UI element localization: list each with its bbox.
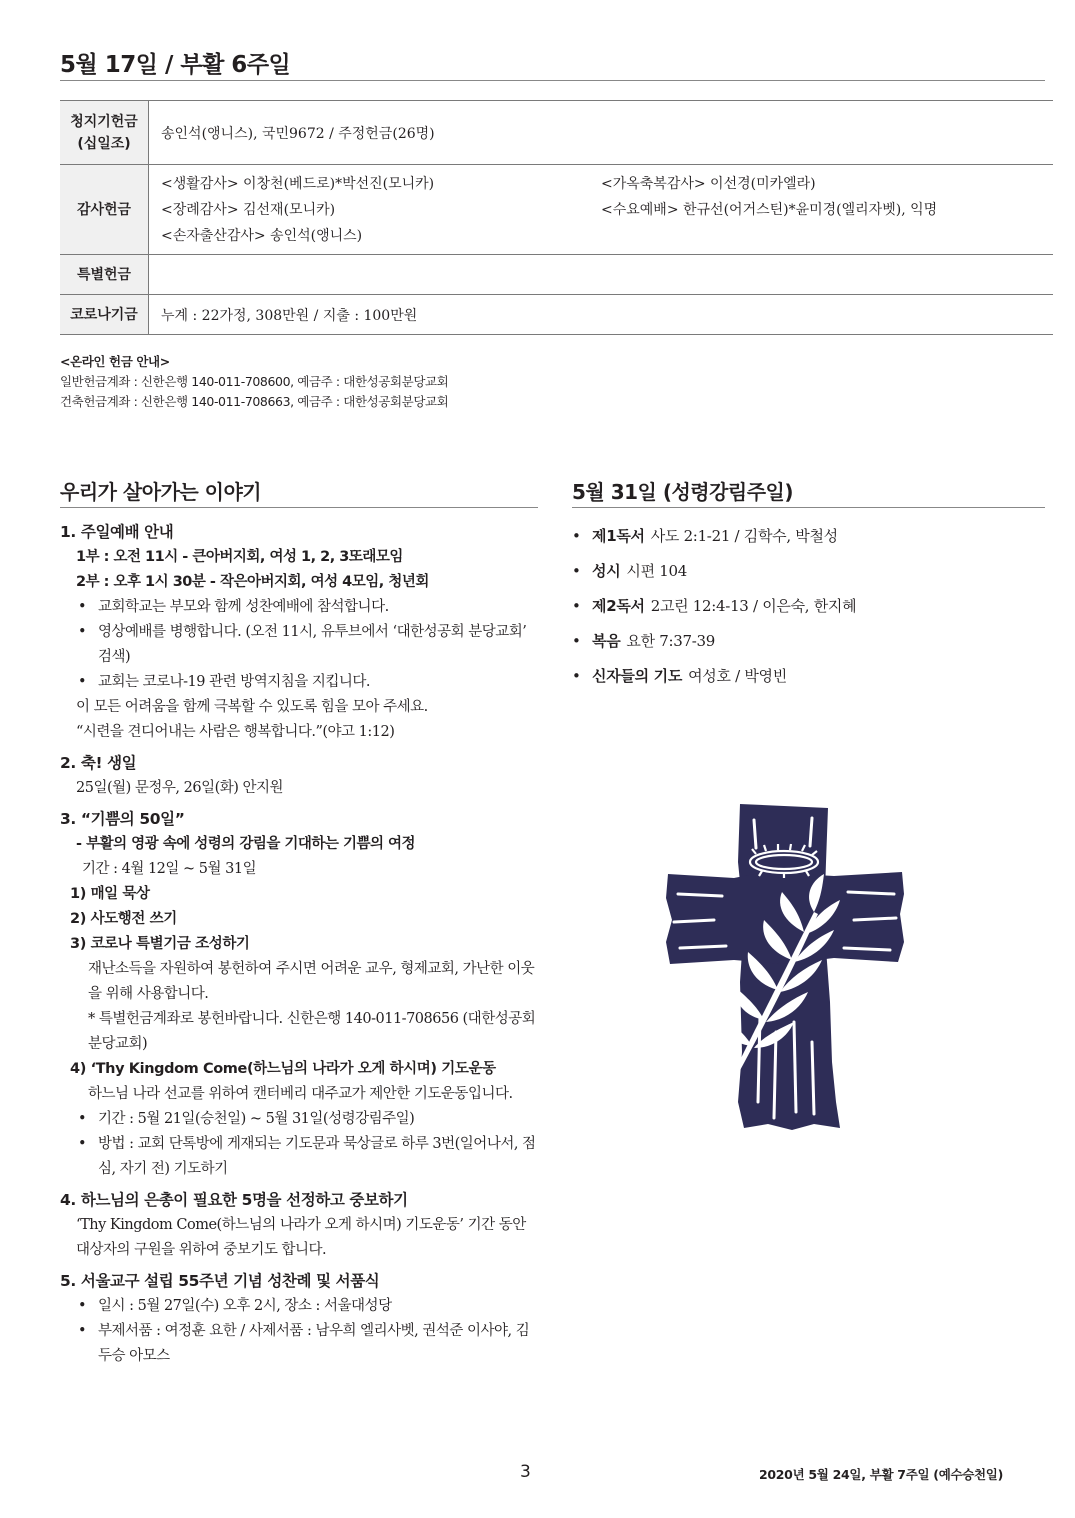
- s3-item-2: 2) 사도행전 쓰기: [70, 911, 177, 927]
- reading-item-4: • 복음 요한 7:37-39: [572, 632, 715, 650]
- list-item: • 방법 : 교회 단톡방에 게재되는 기도문과 묵상글로 하루 3번(일어나서, 점심, 자기 전) 기도하기: [78, 1136, 536, 1177]
- table-row-gratitude: [60, 165, 1053, 255]
- s1-paragraph-2: “시련을 견디어내는 사람은 행복합니다.”(야고 1:12): [76, 724, 395, 740]
- s3-heading: 3. “기쁨의 50일”: [60, 810, 185, 828]
- s3-item-4: 4) ‘Thy Kingdom Come(하느님의 나라가 오게 하시며) 기도운동: [70, 1061, 496, 1077]
- special-content: [149, 255, 1054, 295]
- gratitude-label: 감사헌금: [60, 165, 149, 255]
- title-divider: [60, 80, 1045, 81]
- s5-heading: 5. 서울교구 설립 55주년 기념 성찬례 및 서품식: [60, 1272, 380, 1290]
- online-offering-info: [60, 352, 448, 412]
- list-item: • 일시 : 5월 27일(수) 오후 2시, 장소 : 서울대성당: [78, 1298, 392, 1314]
- s1-paragraph-1: 이 모든 어려움을 함께 극복할 수 있도록 힘을 모아 주세요.: [76, 699, 428, 715]
- right-section-divider: [572, 507, 1045, 508]
- s4-heading: 4. 하느님의 은총이 필요한 5명을 선정하고 중보하기: [60, 1191, 408, 1209]
- list-item: • 교회는 코로나-19 관련 방역지침을 지킵니다.: [78, 674, 371, 690]
- s2-birthdays: 25일(월) 문정우, 26일(화) 안지원: [76, 780, 284, 796]
- s3-item-1: 1) 매일 묵상: [70, 886, 150, 902]
- reading-item-3: • 제2독서 2고린 12:4-13 / 이은숙, 한지혜: [572, 597, 857, 615]
- cross-illustration: [664, 802, 906, 1132]
- reading-item-1: • 제1독서 사도 2:1-21 / 김학수, 박철성: [572, 527, 838, 545]
- reading-item-2: • 성시 시편 104: [572, 562, 687, 580]
- offering-table: [60, 100, 1053, 335]
- right-section-title: 5월 31일 (성령강림주일): [572, 480, 794, 504]
- s4-paragraph: ‘Thy Kingdom Come(하느님의 나라가 오게 하시며) 기도운동’ 기간 동안 대상자의 구원을 위하여 중보기도 합니다.: [76, 1217, 526, 1258]
- list-item: • 부제서품 : 여정훈 요한 / 사제서품 : 남우희 엘리사벳, 권석준 이사야, 김두승 아모스: [78, 1323, 530, 1364]
- s3-item-3: 3) 코로나 특별기금 조성하기: [70, 936, 250, 952]
- gratitude-content: [149, 165, 1054, 255]
- footer-date: 2020년 5월 24일, 부활 7주일 (예수승천일): [758, 1467, 1003, 1482]
- gratitude-col-1: <생활감사> 이창천(베드로)*박선진(모니카) <장례감사> 김선재(모니카) <손자출산감사> 송인석(앵니스): [161, 175, 435, 244]
- online-account-general: 일반헌금계좌 : 신한은행 140-011-708600, 예금주 : 대한성공회분당교회: [60, 374, 449, 389]
- s3-item-4-text: 하느님 나라 선교를 위하여 캔터베리 대주교가 제안한 기도운동입니다.: [88, 1086, 513, 1102]
- online-account-building: 건축헌금계좌 : 신한은행 140-011-708663, 예금주 : 대한성공회분당교회: [60, 394, 449, 409]
- reading-item-5: • 신자들의 기도 여성호 / 박영빈: [572, 667, 787, 685]
- table-row-corona: [60, 295, 1053, 335]
- page-title: 5월 17일 / 부활 6주일: [60, 52, 291, 78]
- special-label: 특별헌금: [60, 255, 149, 295]
- list-item: • 교회학교는 부모와 함께 성찬예배에 참석합니다.: [78, 599, 389, 615]
- s1-heading: 1. 주일예배 안내: [60, 523, 174, 541]
- list-item: • 영상예배를 병행합니다. (오전 11시, 유투브에서 ‘대한성공회 분당교회’ 검색): [78, 624, 527, 665]
- page-number: 3: [520, 1462, 531, 1482]
- tithe-label: 청지기헌금 (십일조): [60, 101, 149, 165]
- s1-service-1: 1부 : 오전 11시 - 큰아버지회, 여성 1, 2, 3또래모임: [76, 549, 403, 565]
- s3-period: 기간 : 4월 12일 ~ 5월 31일: [82, 861, 257, 877]
- s3-subtitle: - 부활의 영광 속에 성령의 강림을 기대하는 기쁨의 여정: [76, 836, 416, 852]
- s3-item-3-note: * 특별헌금계좌로 봉헌바랍니다. 신한은행 140-011-708656 (대한성공회 분당교회): [88, 1011, 536, 1052]
- table-row-tithe: [60, 101, 1053, 165]
- corona-label: 코로나기금: [60, 295, 149, 335]
- table-row-special: [60, 255, 1053, 295]
- s2-heading: 2. 축! 생일: [60, 754, 137, 772]
- list-item: • 기간 : 5월 21일(승천일) ~ 5월 31일(성령강림주일): [78, 1111, 415, 1127]
- left-column: [60, 520, 538, 1369]
- corona-content: 누계 : 22가정, 308만원 / 지출 : 100만원: [149, 295, 1054, 335]
- left-section-title: 우리가 살아가는 이야기: [60, 480, 262, 504]
- tithe-content: 송인석(앵니스), 국민9672 / 주정헌금(26명): [149, 101, 1054, 165]
- gratitude-col-2: <가옥축복감사> 이선경(미카엘라) <수요예배> 한규선(어거스틴)*윤미경(엘리자벳), 익명: [601, 175, 938, 218]
- left-section-divider: [60, 507, 538, 508]
- right-column: [572, 524, 1042, 699]
- s3-item-3-text: 재난소득을 자원하여 봉헌하여 주시면 어려운 교우, 형제교회, 가난한 이웃을 위해 사용합니다.: [88, 961, 535, 1002]
- s1-service-2: 2부 : 오후 1시 30분 - 작은아버지회, 여성 4모임, 청년회: [76, 574, 429, 590]
- online-head: <온라인 헌금 안내>: [60, 354, 170, 369]
